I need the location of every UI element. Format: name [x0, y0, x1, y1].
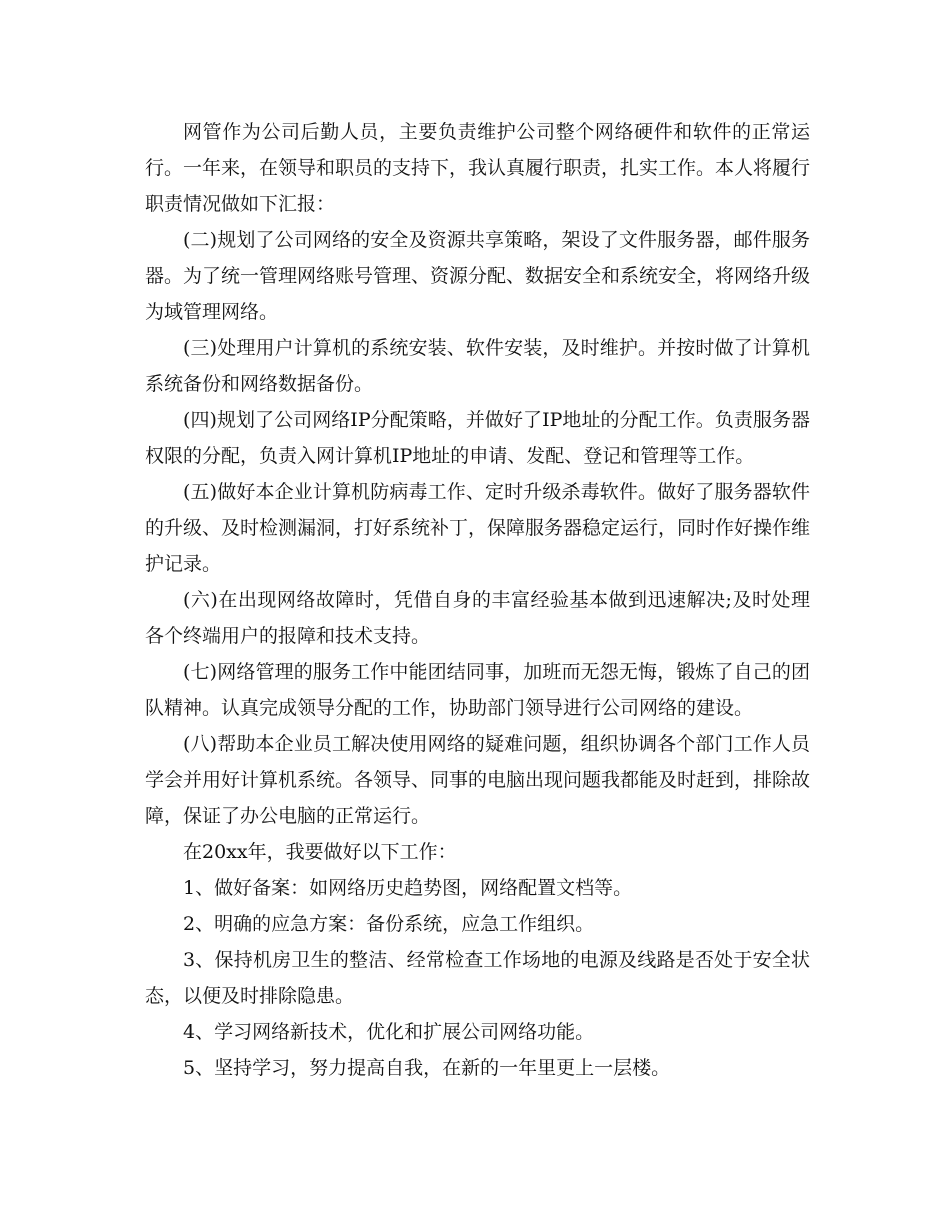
paragraph-item-8: (八)帮助本企业员工解决使用网络的疑难问题，组织协调各个部门工作人员学会并用好计算机系统。各领导、同事的电脑出现问题我都能及时赶到，排除故障，保证了办公电脑的正常运行。 — [145, 733, 811, 827]
document-body — [145, 114, 810, 1086]
plan-item-4: 4、学习网络新技术，优化和扩展公司网络功能。 — [183, 1021, 595, 1043]
paragraph-item-6: (六)在出现网络故障时，凭借自身的丰富经验基本做到迅速解决;及时处理各个终端用户的报障和技术支持。 — [145, 589, 810, 647]
paragraph-intro: 网管作为公司后勤人员，主要负责维护公司整个网络硬件和软件的正常运行。一年来，在领导和职员的支持下，我认真履行职责，扎实工作。本人将履行职责情况做如下汇报： — [145, 121, 811, 215]
paragraph-item-4: (四)规划了公司网络IP分配策略，并做好了IP地址的分配工作。负责服务器权限的分配，负责入网计算机IP地址的申请、发配、登记和管理等工作。 — [145, 409, 810, 467]
paragraph-item-2: (二)规划了公司网络的安全及资源共享策略，架设了文件服务器，邮件服务器。为了统一管理网络账号管理、资源分配、数据安全和系统安全，将网络升级为域管理网络。 — [145, 229, 811, 323]
paragraph-item-5: (五)做好本企业计算机防病毒工作、定时升级杀毒软件。做好了服务器软件的升级、及时检测漏洞，打好系统补丁，保障服务器稳定运行，同时作好操作维护记录。 — [145, 481, 811, 575]
plan-item-5: 5、坚持学习，努力提高自我，在新的一年里更上一层楼。 — [183, 1057, 671, 1079]
paragraph-item-3: (三)处理用户计算机的系统安装、软件安装，及时维护。并按时做了计算机系统备份和网络数据备份。 — [145, 337, 810, 395]
paragraph-item-7: (七)网络管理的服务工作中能团结同事，加班而无怨无悔，锻炼了自己的团队精神。认真完成领导分配的工作，协助部门领导进行公司网络的建设。 — [145, 661, 810, 719]
plan-item-1: 1、做好备案：如网络历史趋势图，网络配置文档等。 — [183, 877, 633, 899]
paragraph-plan-intro: 在20xx年，我要做好以下工作： — [183, 841, 457, 863]
plan-item-3: 3、保持机房卫生的整洁、经常检查工作场地的电源及线路是否处于安全状态，以便及时排除隐患。 — [145, 949, 810, 1007]
plan-item-2: 2、明确的应急方案：备份系统，应急工作组织。 — [183, 913, 595, 935]
